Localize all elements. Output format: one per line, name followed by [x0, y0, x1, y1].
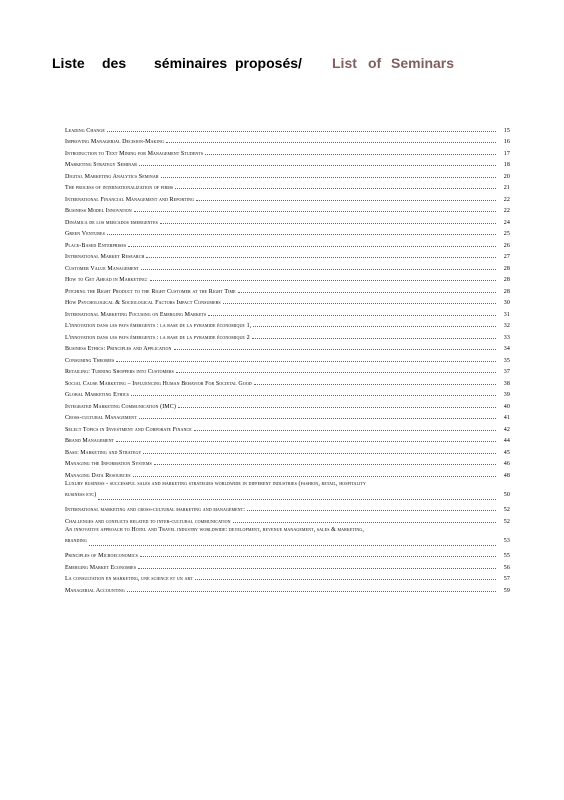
toc-entry-label: Green Ventures — [65, 231, 105, 237]
toc-entry-page: 40 — [503, 403, 510, 410]
dot-leader — [107, 131, 496, 132]
toc-entry[interactable] — [65, 398, 510, 410]
toc-entry[interactable] — [65, 548, 510, 560]
toc-entry[interactable] — [65, 421, 510, 433]
toc-entry-label: Challenges and conflicts related to inter-cultural communication — [65, 518, 231, 525]
toc-entry-page: 28 — [503, 277, 510, 283]
dot-leader — [160, 223, 496, 224]
toc-entry-page: 32 — [503, 323, 510, 329]
toc-entry-page: 17 — [503, 150, 510, 157]
toc-entry-page: 38 — [503, 380, 510, 387]
dot-leader — [208, 315, 496, 316]
dot-leader — [128, 246, 496, 247]
toc-entry-label: The process of internationalization of firms — [65, 185, 174, 191]
toc-entry-label: Cross-cultural Management — [65, 415, 137, 421]
dot-leader — [89, 545, 496, 546]
toc-entry-label: Social Cause Marketing – Influencing Human Behavior For Societal Good — [65, 380, 252, 387]
dot-leader — [233, 522, 496, 523]
toc-entry-page: 34 — [503, 346, 510, 352]
toc-entry[interactable] — [65, 525, 510, 548]
toc-entry[interactable] — [65, 513, 510, 525]
toc-entry[interactable] — [65, 168, 510, 180]
dot-leader — [176, 372, 496, 373]
toc-entry[interactable] — [65, 410, 510, 422]
toc-entry-label: Luxury business - successful sales and marketing strategies worldwide in different industries (fashion, retail, hospitality — [65, 480, 367, 487]
toc-entry[interactable] — [65, 479, 510, 502]
toc-entry-page: 22 — [503, 208, 510, 214]
toc-entry-label: Improving Managerial Decision-Making — [65, 139, 164, 145]
toc-entry[interactable] — [65, 249, 510, 261]
toc-entry-label: International Financial Management and Reporting — [65, 196, 194, 203]
dot-leader — [196, 200, 496, 201]
toc-entry-label: Retailing: Turning Shoppers into Customers — [65, 369, 174, 375]
toc-entry-page: 59 — [503, 587, 510, 594]
toc-entry-page: 52 — [503, 507, 510, 513]
dot-leader — [134, 211, 496, 212]
toc-entry[interactable] — [65, 226, 510, 238]
toc-entry-label: Select Topics in Investment and Corporate Finance — [65, 426, 192, 433]
toc-entry-label: Dinámica de los mercados emergentes — [65, 219, 158, 226]
toc-entry[interactable] — [65, 191, 510, 203]
toc-entry[interactable] — [65, 352, 510, 364]
toc-entry-page: 45 — [503, 449, 510, 456]
toc-entry-label: Global Marketing Ethics — [65, 392, 129, 398]
title-word: proposés/ — [235, 55, 302, 71]
dot-leader — [253, 326, 496, 327]
toc-entry[interactable] — [65, 582, 510, 594]
toc-entry[interactable] — [65, 375, 510, 387]
toc-entry-label: Managing Data Resources — [65, 472, 131, 479]
dot-leader — [139, 418, 496, 419]
dot-leader — [139, 165, 496, 166]
toc-entry[interactable] — [65, 145, 510, 157]
toc-entry[interactable] — [65, 134, 510, 146]
dot-leader — [194, 430, 496, 431]
dot-leader — [150, 280, 496, 281]
dot-leader — [238, 292, 496, 293]
toc-entry-page: 39 — [503, 392, 510, 398]
dot-leader — [154, 464, 496, 465]
dot-leader — [205, 154, 496, 155]
toc-entry[interactable] — [65, 180, 510, 192]
toc-entry-label: Integrated Marketing Communication (IMC) — [65, 403, 176, 410]
toc-entry-page: 57 — [503, 576, 510, 582]
toc-entry[interactable] — [65, 203, 510, 215]
toc-entry-label: Place-Based Enterprises — [65, 242, 127, 249]
dot-leader — [116, 441, 496, 442]
toc-entry-page: 16 — [503, 139, 510, 145]
toc-entry-label: Consuming Theories — [65, 357, 115, 364]
toc-entry-page: 25 — [503, 231, 510, 237]
dot-leader — [116, 361, 496, 362]
toc-entry[interactable] — [65, 456, 510, 468]
toc-entry-page: 28 — [503, 265, 510, 272]
dot-leader — [247, 510, 496, 511]
toc-entry[interactable] — [65, 283, 510, 295]
toc-entry-page: 35 — [503, 357, 510, 364]
toc-entry[interactable] — [65, 306, 510, 318]
toc-entry[interactable] — [65, 272, 510, 284]
document-title — [52, 55, 512, 75]
toc-entry-label: Managing the Information Systems — [65, 461, 152, 467]
toc-entry[interactable] — [65, 122, 510, 134]
toc-entry-label: International Marketing Focusing on Emerging Markets — [65, 311, 207, 318]
toc-entry-page: 42 — [503, 426, 510, 433]
dot-leader — [252, 338, 496, 339]
toc-entry[interactable] — [65, 295, 510, 307]
dot-leader — [174, 349, 496, 350]
toc-entry-page: 27 — [503, 254, 510, 260]
toc-entry-page: 44 — [503, 438, 510, 444]
toc-entry-label: Business Ethics: Principles and Application — [65, 346, 172, 352]
dot-leader — [195, 579, 496, 580]
dot-leader — [138, 568, 496, 569]
toc-entry-label: Brand Management — [65, 438, 115, 444]
toc-entry[interactable] — [65, 433, 510, 445]
toc-entry-page: 53 — [503, 538, 510, 544]
dot-leader — [161, 177, 496, 178]
toc-entry-label: Basic Marketing and Strategy — [65, 449, 142, 456]
toc-entry-label: Pitching the Right Product to the Right Customer at the Right Time — [65, 288, 236, 295]
toc-entry-label: Customer Value Management — [65, 265, 140, 272]
dot-leader — [140, 556, 496, 557]
title-word: des — [102, 55, 127, 71]
toc-entry-page: 24 — [503, 219, 510, 226]
dot-leader — [146, 257, 496, 258]
toc-entry-page: 20 — [503, 173, 510, 180]
toc-entry[interactable] — [65, 329, 510, 341]
toc-entry-label: La consultation en marketing, une science et un art — [65, 576, 193, 582]
toc-entry[interactable] — [65, 318, 510, 330]
dot-leader — [166, 142, 496, 143]
toc-entry[interactable] — [65, 214, 510, 226]
table-of-contents — [65, 122, 510, 594]
toc-entry-label-continued: branding — [65, 538, 87, 544]
toc-entry-label: How Psychological & Sociological Factors Impact Consumers — [65, 300, 221, 306]
title-word-english: Seminars — [391, 55, 455, 71]
toc-entry-page: 21 — [503, 185, 510, 191]
title-word: Liste — [52, 55, 85, 71]
toc-entry[interactable] — [65, 571, 510, 583]
toc-entry-label: Leading Change — [65, 127, 105, 134]
toc-entry-page: 46 — [503, 461, 510, 467]
toc-entry-page: 30 — [503, 300, 510, 306]
dot-leader — [131, 395, 496, 396]
toc-entry-label: International marketing and cross-cultural marketing and management: — [65, 507, 245, 513]
dot-leader — [223, 303, 496, 304]
title-word-english: of — [368, 55, 382, 71]
dot-leader — [178, 407, 496, 408]
toc-entry[interactable] — [65, 157, 510, 169]
toc-entry[interactable] — [65, 559, 510, 571]
title-word-english: List — [332, 55, 357, 71]
toc-entry[interactable] — [65, 387, 510, 399]
toc-entry-page: 37 — [503, 369, 510, 375]
toc-entry-page: 56 — [503, 564, 510, 571]
toc-entry-label: An innovative approach to Hotel and Travel industry worldwide: development, revenue management, sales & marketing, — [65, 526, 365, 533]
toc-entry-label: How to Get Ahead in Marketing: — [65, 277, 148, 283]
toc-entry-page: 18 — [503, 162, 510, 168]
dot-leader — [133, 476, 496, 477]
dot-leader — [141, 269, 496, 270]
toc-entry-label: Introduction to Text Mining for Management Students — [65, 150, 204, 157]
title-word: séminaires — [154, 55, 228, 71]
toc-entry[interactable] — [65, 237, 510, 249]
toc-entry-page: 50 — [503, 492, 510, 498]
toc-entry-page: 41 — [503, 415, 510, 421]
toc-entry-page: 55 — [503, 553, 510, 559]
toc-entry-label-continued: business etc) — [65, 492, 97, 498]
dot-leader — [143, 453, 496, 454]
toc-entry-label: Emerging Market Economies — [65, 564, 137, 571]
toc-entry-page: 15 — [503, 127, 510, 134]
toc-entry[interactable] — [65, 467, 510, 479]
dot-leader — [254, 384, 496, 385]
toc-entry-label: L'innovation dans les pays émergents : la base de la pyramide économique 1, — [65, 323, 252, 329]
toc-entry[interactable] — [65, 260, 510, 272]
toc-entry-page: 48 — [503, 472, 510, 479]
toc-entry-page: 26 — [503, 242, 510, 249]
dot-leader — [127, 591, 496, 592]
toc-entry-label: Marketing Strategy Seminar — [65, 162, 138, 168]
toc-entry[interactable] — [65, 502, 510, 514]
dot-leader — [107, 234, 496, 235]
toc-entry-label: L'innovation dans les pays émergents : la base de la pyramide économique 2 — [65, 334, 250, 341]
toc-entry-page: 33 — [503, 334, 510, 341]
toc-entry-label: Principles of Microeconomics — [65, 553, 138, 559]
toc-entry-label: Digital Marketing Analytics Seminar — [65, 173, 159, 180]
toc-entry-label: International Market Research — [65, 254, 145, 260]
toc-entry-page: 28 — [503, 288, 510, 295]
dot-leader — [175, 188, 496, 189]
toc-entry-page: 22 — [503, 196, 510, 203]
toc-entry-label: Managerial Accounting — [65, 587, 125, 594]
toc-entry[interactable] — [65, 341, 510, 353]
toc-entry-label: Business Model Innovation — [65, 208, 132, 214]
toc-entry[interactable] — [65, 364, 510, 376]
toc-entry-page: 31 — [503, 311, 510, 318]
toc-entry-page: 52 — [503, 518, 510, 525]
toc-entry[interactable] — [65, 444, 510, 456]
dot-leader — [98, 499, 496, 500]
